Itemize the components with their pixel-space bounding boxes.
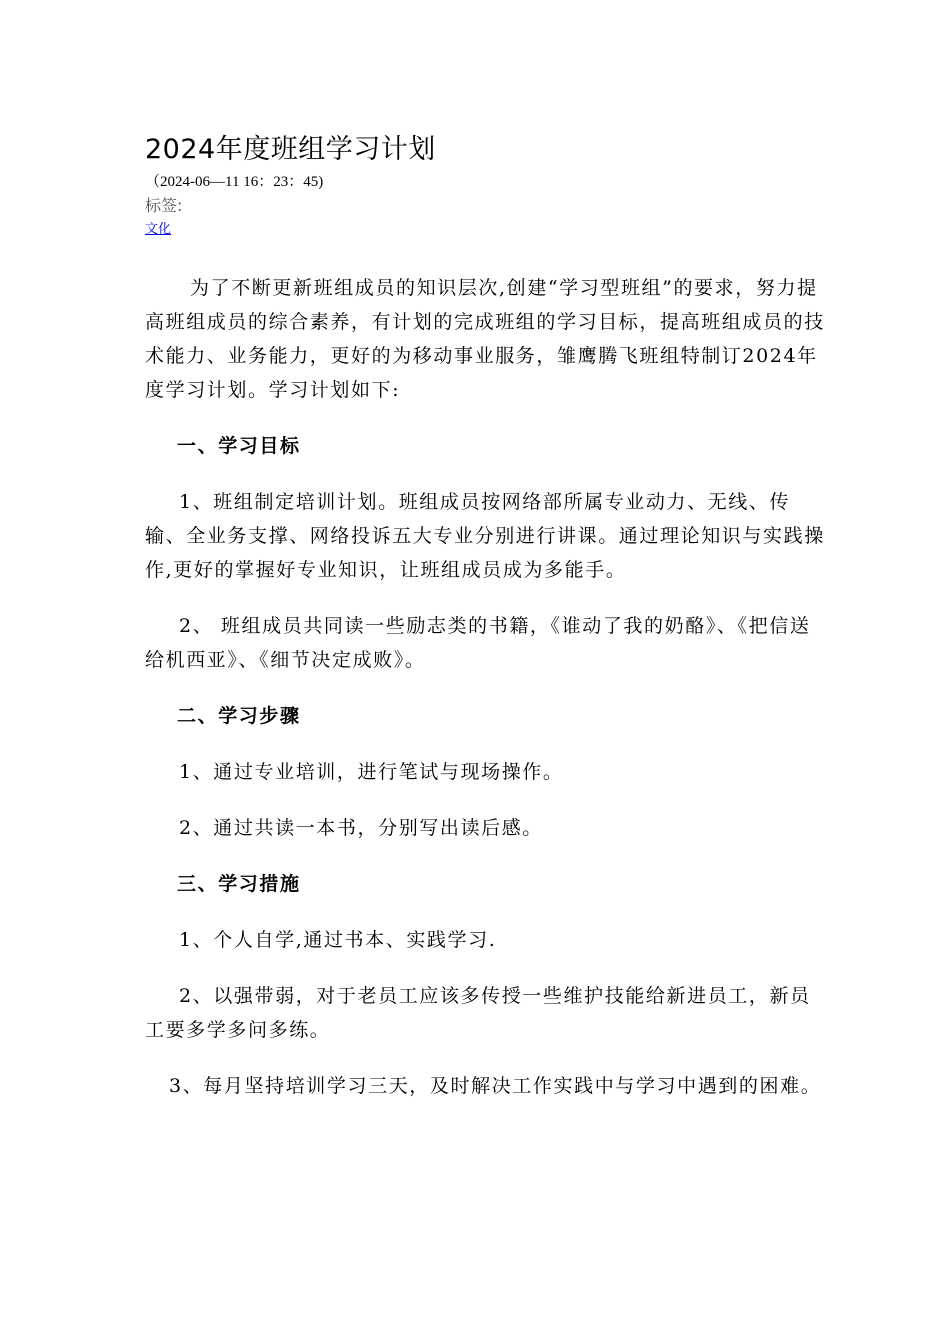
timestamp: （2024-06—11 16：23：45)	[145, 174, 324, 190]
document-page	[145, 130, 825, 1103]
measure-item-1: 1、个人自学,通过书本、实践学习.	[179, 929, 497, 951]
measure-item-2: 2、以强带弱，对于老员工应该多传授一些维护技能给新进员工，新员工要多学多问多练。	[145, 985, 811, 1041]
step-item-2: 2、通过共读一本书，分别写出读后感。	[179, 817, 543, 839]
measure-item-3: 3、每月坚持培训学习三天，及时解决工作实践中与学习中遇到的困难。	[169, 1075, 822, 1097]
intro-paragraph: 为了不断更新班组成员的知识层次,创建“学习型班组”的要求，努力提高班组成员的综合素养，有计划的完成班组的学习目标，提高班组成员的技术能力、业务能力，更好的为移动事业服务，雏鹰腾飞班组特制订2024年度学习计划。学习计划如下:	[145, 277, 825, 401]
section-heading-goals: 一、学习目标	[177, 435, 301, 457]
step-item-1: 1、通过专业培训，进行笔试与现场操作。	[179, 761, 564, 783]
tags-label: 标签:	[145, 196, 183, 215]
section-heading-steps: 二、学习步骤	[177, 705, 301, 727]
goal-item-1: 1、班组制定培训计划。班组成员按网络部所属专业动力、无线、传输、全业务支撑、网络投诉五大专业分别进行讲课。通过理论知识与实践操作,更好的掌握好专业知识，让班组成员成为多能手。	[145, 491, 825, 581]
document-title: 2024年度班组学习计划	[145, 134, 436, 165]
section-heading-measures: 三、学习措施	[177, 873, 301, 895]
tag-link-culture[interactable]: 文化	[145, 222, 172, 237]
goal-item-2: 2、 班组成员共同读一些励志类的书籍，《谁动了我的奶酪》、《把信送给机西亚》、《细节决定成败》。	[145, 615, 811, 671]
